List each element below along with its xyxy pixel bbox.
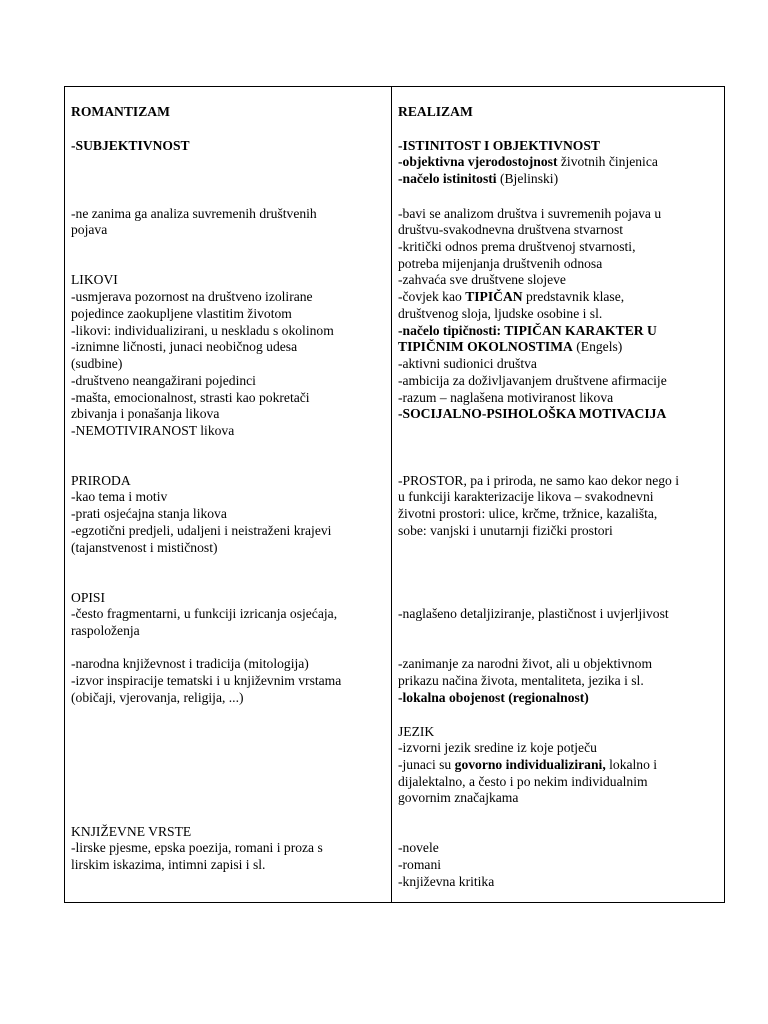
text-line: -zanimanje za narodni život, ali u objektivnom <box>398 656 653 671</box>
priroda-section-title: PRIRODA <box>71 473 131 488</box>
subjectivity-heading: -SUBJEKTIVNOST <box>71 138 190 153</box>
vrste-section-title: KNJIŽEVNE VRSTE <box>71 824 192 839</box>
text-line: -PROSTOR, pa i priroda, ne samo kao dekor nego i <box>398 473 680 488</box>
text-line: -narodna književnost i tradicija (mitologija) <box>71 656 309 671</box>
text-line: pojedince zaokupljene vlastitim životom <box>71 306 292 321</box>
text-line: -egzotični predjeli, udaljeni i neistraženi krajevi <box>71 523 332 538</box>
text-line: (običaji, vjerovanja, religija, ...) <box>71 690 244 705</box>
text-line: -kao tema i motiv <box>71 489 168 504</box>
text-line: -mašta, emocionalnost, strasti kao pokretači <box>71 390 310 405</box>
realism-column <box>398 87 720 902</box>
text-line: -načelo istinitosti (Bjelinski) <box>398 171 559 186</box>
text-line: -ne zanima ga analiza suvremenih društvenih <box>71 206 317 221</box>
text-line: u funkciji karakterizacije likova – svakodnevni <box>398 489 654 504</box>
column-divider <box>391 87 392 902</box>
text-line: društvenog sloja, ljudske osobine i sl. <box>398 306 603 321</box>
comparison-table <box>64 86 725 903</box>
realism-heading: REALIZAM <box>398 104 473 119</box>
text-line: -književna kritika <box>398 874 495 889</box>
text-line: -razum – naglašena motiviranost likova <box>398 390 614 405</box>
text-line: -romani <box>398 857 442 872</box>
text-line: (sudbine) <box>71 356 123 371</box>
text-line: -junaci su govorno individualizirani, lokalno i <box>398 757 658 772</box>
text-line: zbivanja i ponašanja likova <box>71 406 220 421</box>
text-line: -lirske pjesme, epska poezija, romani i proza s <box>71 840 323 855</box>
text-line: -SOCIJALNO-PSIHOLOŠKA MOTIVACIJA <box>398 406 667 421</box>
romanticism-column <box>71 87 386 902</box>
text-line: društvu-svakodnevna društvena stvarnost <box>398 222 624 237</box>
text-line: prikazu načina života, mentaliteta, jezika i sl. <box>398 673 644 688</box>
text-line: -lokalna obojenost (regionalnost) <box>398 690 589 705</box>
text-line: -načelo tipičnosti: TIPIČAN KARAKTER U <box>398 323 657 338</box>
text-line: -često fragmentarni, u funkciji izricanja osjećaja, <box>71 606 338 621</box>
text-line: -usmjerava pozornost na društveno izolirane <box>71 289 313 304</box>
text-line: (tajanstvenost i mističnost) <box>71 540 218 555</box>
text-line: -novele <box>398 840 439 855</box>
text-line: potreba mijenjanja društvenih odnosa <box>398 256 603 271</box>
text-line: sobe: vanjski i unutarnji fizički prostori <box>398 523 613 538</box>
text-line: -naglašeno detaljiziranje, plastičnost i uvjerljivost <box>398 606 669 621</box>
jezik-section-title: JEZIK <box>398 724 435 739</box>
text-line: -izvorni jezik sredine iz koje potječu <box>398 740 597 755</box>
opisi-section-title: OPISI <box>71 590 105 605</box>
text-line: dijalektalno, a često i po nekim individualnim <box>398 774 648 789</box>
text-line: -društveno neangažirani pojedinci <box>71 373 256 388</box>
text-line: -iznimne ličnosti, junaci neobičnog udesa <box>71 339 298 354</box>
text-line: TIPIČNIM OKOLNOSTIMA (Engels) <box>398 339 623 354</box>
likovi-section-title: LIKOVI <box>71 272 118 287</box>
romanticism-heading: ROMANTIZAM <box>71 104 170 119</box>
text-line: -ambicija za doživljavanjem društvene afirmacije <box>398 373 667 388</box>
text-line: -zahvaća sve društvene slojeve <box>398 272 566 287</box>
text-line: -NEMOTIVIRANOST likova <box>71 423 235 438</box>
text-line: -izvor inspiracije tematski i u književnim vrstama <box>71 673 342 688</box>
text-line: lirskim iskazima, intimni zapisi i sl. <box>71 857 266 872</box>
text-line: raspoloženja <box>71 623 140 638</box>
text-line: životni prostori: ulice, krčme, tržnice, kazališta, <box>398 506 658 521</box>
text-line: -prati osjećajna stanja likova <box>71 506 227 521</box>
text-line: -kritički odnos prema društvenoj stvarnosti, <box>398 239 636 254</box>
text-line: -čovjek kao TIPIČAN predstavnik klase, <box>398 289 625 304</box>
text-line: -likovi: individualizirani, u neskladu s okolinom <box>71 323 334 338</box>
text-line: pojava <box>71 222 108 237</box>
text-line: -bavi se analizom društva i suvremenih pojava u <box>398 206 662 221</box>
truth-objectivity-heading: -ISTINITOST I OBJEKTIVNOST <box>398 138 600 153</box>
text-line: -aktivni sudionici društva <box>398 356 537 371</box>
text-line: govornim značajkama <box>398 790 519 805</box>
text-line: -objektivna vjerodostojnost životnih činjenica <box>398 154 658 169</box>
